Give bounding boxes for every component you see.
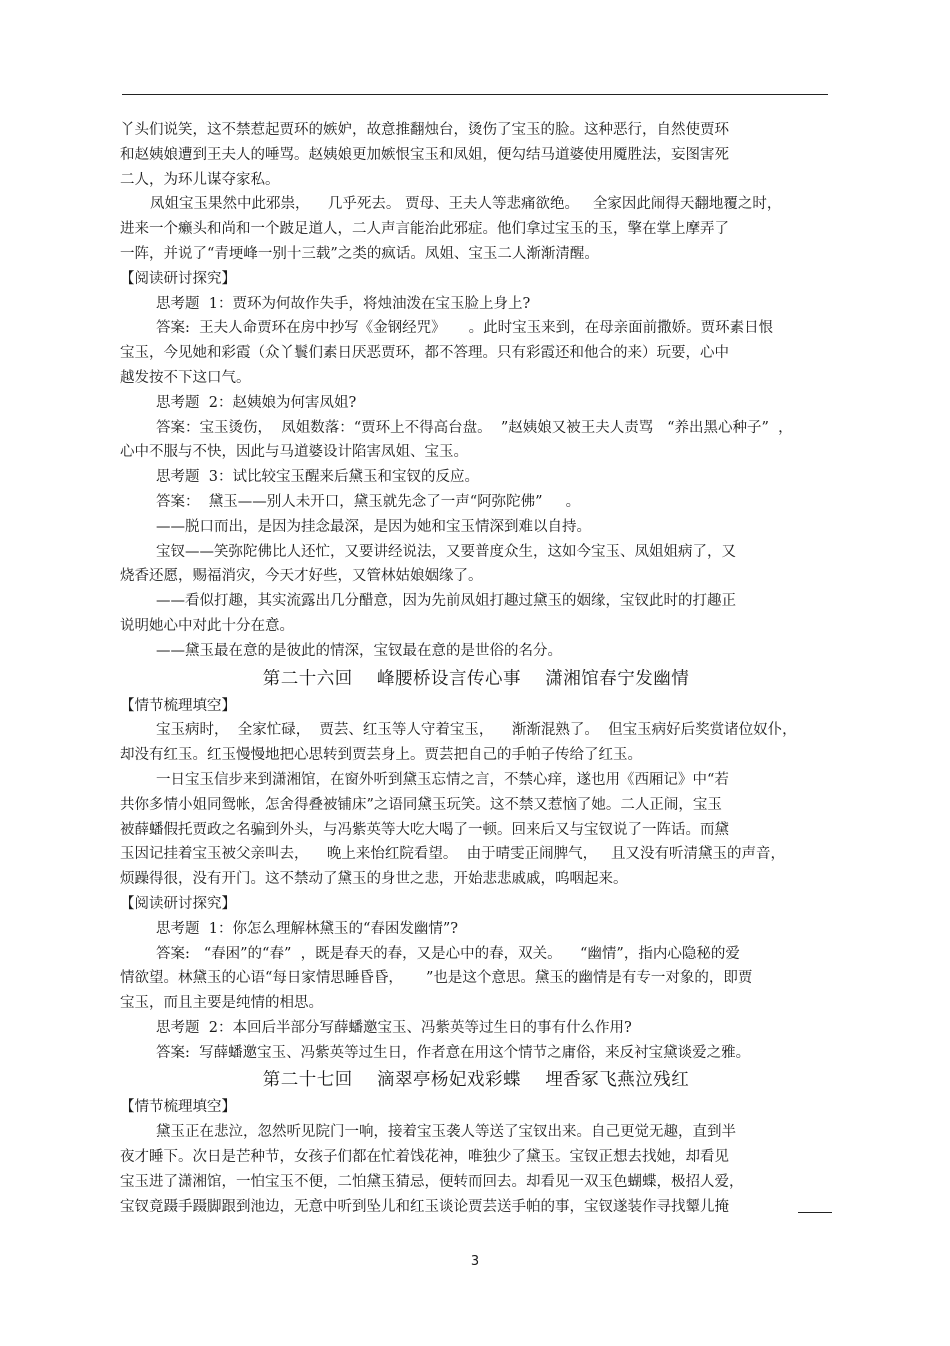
text-line: 思考题 1：贾环为何故作失手，将烛油泼在宝玉脸上身上?: [156, 295, 531, 312]
text-line: 思考题 3：试比较宝玉醒来后黛玉和宝钗的反应。: [156, 469, 479, 486]
text-line: 丫头们说笑，这不禁惹起贾环的嫉妒，故意推翻烛台，烫伤了宝玉的脸。这种恶行，自然使贾环: [120, 122, 729, 138]
section-label: 【情节梳理填空】: [120, 1099, 236, 1116]
text-line: 思考题 2：赵姨娘为何害凤姐?: [156, 394, 357, 411]
fill-blank-line: [798, 1212, 832, 1213]
text-line: 答案：宝玉烫伤， 凤姐数落：“贾环上不得高台盘。 ”赵姨娘又被王夫人责骂 “养出黑心种子” ，: [156, 419, 793, 436]
text-line: 却没有红玉。红玉慢慢地把心思转到贾芸身上。贾芸把自己的手帕子传给了红玉。: [120, 747, 642, 764]
text-line: 宝玉病时， 全家忙碌， 贾芸、红玉等人守着宝玉， 渐渐混熟了。 但宝玉病好后奖赏诸位奴仆，: [156, 722, 797, 739]
section-label: 【阅读研讨探究】: [120, 895, 236, 912]
text-line: 心中不服与不快，因此与马道婆设计陷害凤姐、宝玉。: [120, 444, 468, 461]
chapter-heading: 第二十六回 峰腰桥设言传心事 潇湘馆春宁发幽情: [262, 668, 690, 689]
text-line: 宝玉进了潇湘馆，一怕宝玉不便，二怕黛玉猜忌，便转而回去。却看见一双玉色蝴蝶，极招人爱，: [120, 1173, 744, 1190]
section-label: 【阅读研讨探究】: [120, 270, 236, 287]
text-line: 答案： 黛玉——别人未开口，黛玉就先念了一声“阿弥陀佛” 。: [156, 493, 581, 510]
text-line: ——黛玉最在意的是彼此的情深，宝钗最在意的是世俗的名分。: [156, 642, 562, 659]
text-line: 烧香还愿，赐福消灾，今天才好些，又管林姑娘姻缘了。: [120, 568, 483, 585]
header-rule: [122, 94, 828, 95]
text-line: 夜才睡下。次日是芒种节，女孩子们都在忙着饯花神，唯独少了黛玉。宝钗正想去找她，却看见: [120, 1149, 729, 1166]
page-body: [120, 118, 832, 1219]
section-label: 【情节梳理填空】: [120, 697, 236, 714]
text-line: 烦躁得很，没有开门。这不禁动了黛玉的身世之悲，开始悲悲戚戚，呜咽起来。: [120, 871, 628, 888]
text-line: 情欲望。林黛玉的心语“每日家情思睡昏昏， ”也是这个意思。黛玉的幽情是有专一对象的，即贾: [120, 970, 753, 987]
text-line: 思考题 2：本回后半部分写薛蟠邀宝玉、冯紫英等过生日的事有什么作用?: [156, 1019, 632, 1036]
text-line: 答案: 王夫人命贾环在房中抄写《金钢经咒》 。此时宝玉来到，在母亲面前撒娇。贾环素日恨: [156, 320, 774, 337]
text-line: 二人，为环儿谋夺家私。: [120, 171, 280, 188]
text-line: 和赵姨娘遭到王夫人的唾骂。赵姨娘更加嫉恨宝玉和凤姐，便勾结马道婆使用魇胜法，妄图害死: [120, 146, 729, 163]
text-line: 一日宝玉信步来到潇湘馆，在窗外听到黛玉忘情之言，不禁心痒，遂也用《西厢记》中“若: [156, 771, 729, 788]
text-line: 玉因记挂着宝玉被父亲叫去， 晚上来怡红院看望。 由于晴雯正闹脾气， 且又没有听清黛玉的声音，: [120, 846, 785, 863]
text-line: 宝玉，而且主要是纯情的相思。: [120, 995, 323, 1012]
chapter-heading: 第二十七回 滴翠亭杨妃戏彩蝶 埋香冢飞燕泣残红: [262, 1070, 690, 1091]
text-line: 一阵，并说了“青埂峰一别十三载”之类的疯话。凤姐、宝玉二人渐渐清醒。: [120, 245, 599, 262]
text-line: 共你多情小姐同鸳帐，怎舍得叠被铺床”之语同黛玉玩笑。这不禁又惹恼了她。二人正闹，宝玉: [120, 796, 722, 813]
text-line: 被薛蟠假托贾政之名骗到外头，与冯紫英等大吃大喝了一顿。回来后又与宝钗说了一阵话。而黛: [120, 821, 729, 838]
text-line: 宝玉，今见她和彩霞（众丫鬟们素日厌恶贾环，都不答理。只有彩霞还和他合的来）玩要，心中: [120, 345, 729, 362]
text-line: 答案: “春困”的“春” ，既是春天的春，又是心中的春，双关。 “幽情”，指内心隐秘的爱: [156, 945, 740, 962]
text-line: 宝钗——笑弥陀佛比人还忙，又要讲经说法，又要普度众生，这如今宝玉、凤姐姐病了，又: [156, 543, 736, 560]
text-line: 越发按不下这口气。: [120, 369, 251, 386]
text-line: 宝钗竟蹑手蹑脚跟到池边，无意中听到坠儿和红玉谈论贾芸送手帕的事，宝钗遂装作寻找颦儿掩: [120, 1195, 832, 1220]
text-line: 进来一个癞头和尚和一个跛足道人，二人声言能治此邪症。他们拿过宝玉的玉，擎在掌上摩弄了: [120, 221, 729, 238]
page-number: 3: [470, 1254, 480, 1269]
text-line: 答案: 写薛蟠邀宝玉、冯紫英等过生日，作者意在用这个情节之庸俗，来反衬宝黛谈爱之雅。: [156, 1044, 751, 1061]
text-line: 思考题 1：你怎么理解林黛玉的“春困发幽情”?: [156, 920, 459, 937]
text-line: ——看似打趣，其实流露出几分醋意，因为先前凤姐打趣过黛玉的姻缘，宝钗此时的打趣正: [156, 593, 736, 610]
text-line: 黛玉正在悲泣，忽然听见院门一响，接着宝玉袭人等送了宝钗出来。自己更觉无趣，直到半: [156, 1124, 736, 1141]
text-line: 说明她心中对此十分在意。: [120, 617, 294, 634]
text-line: ——脱口而出，是因为挂念最深，是因为她和宝玉情深到难以自持。: [156, 518, 591, 535]
text-line: 凤姐宝玉果然中此邪祟， 几乎死去。 贾母、王夫人等悲痛欲绝。 全家因此闹得天翻地覆之时，: [150, 196, 782, 213]
